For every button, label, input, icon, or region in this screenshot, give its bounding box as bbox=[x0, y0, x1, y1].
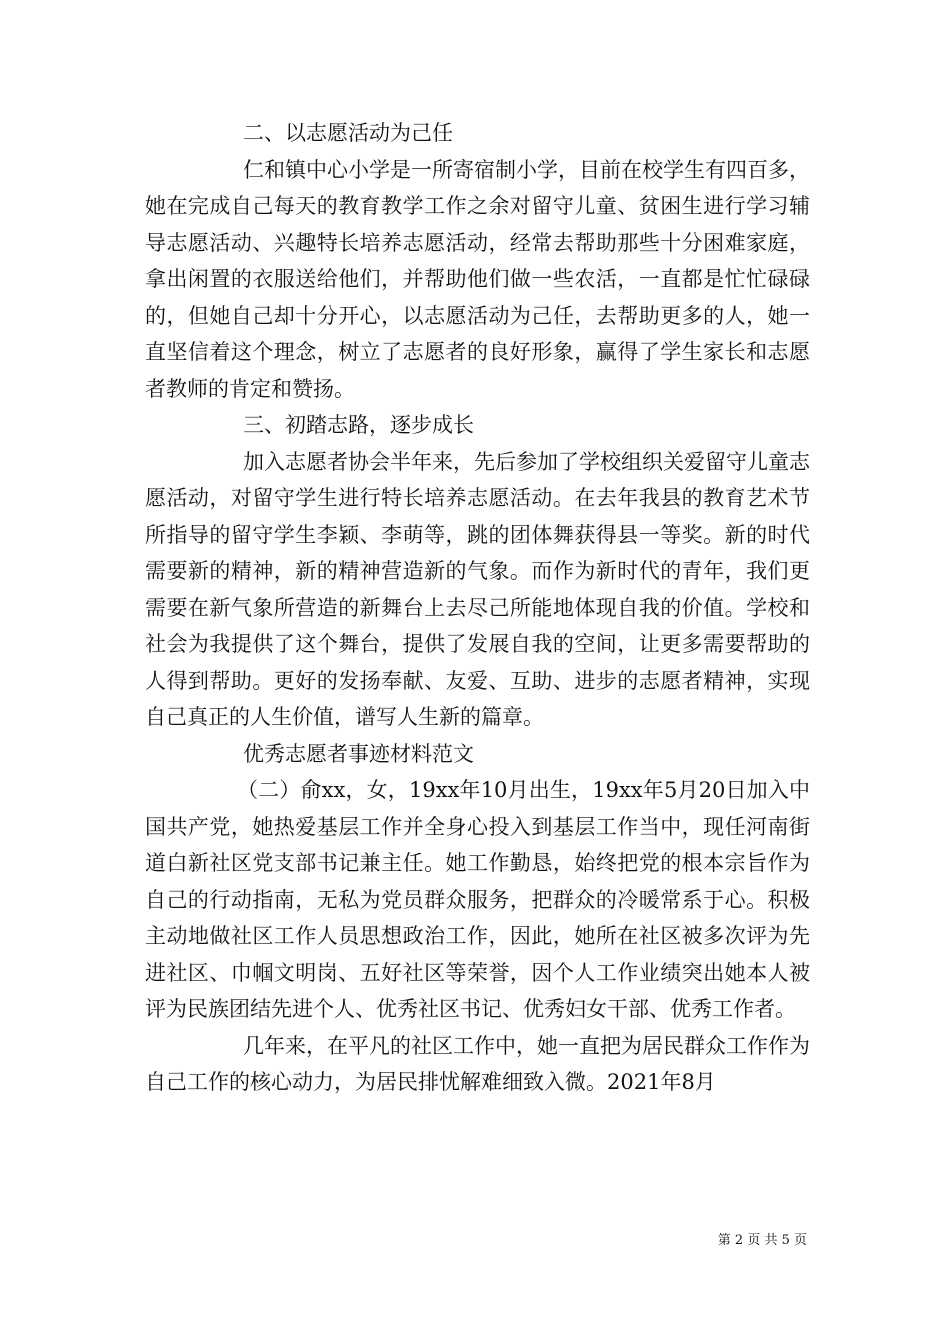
section-heading-volunteer-duty: 二、以志愿活动为己任 bbox=[243, 121, 453, 145]
section-heading-growth: 三、初踏志路，逐步成长 bbox=[243, 413, 474, 437]
document-body bbox=[145, 115, 810, 1101]
paragraph-school-volunteer: 仁和镇中心小学是一所寄宿制小学，目前在校学生有四百多，她在完成自己每天的教育教学工作之余对留守儿童、贫困生进行学习辅导志愿活动、兴趣特长培养志愿活动，经常去帮助那些十分困难家庭，拿出闲置的衣服送给他们，并帮助他们做一些农活，一直都是忙忙碌碌的，但她自己却十分开心，以志愿活动为己任，去帮助更多的人，她一直坚信着这个理念，树立了志愿者的良好形象，赢得了学生家长和志愿者教师的肯定和赞扬。 bbox=[145, 157, 810, 401]
paragraph-community-work: 几年来，在平凡的社区工作中，她一直把为居民群众工作作为自己工作的核心动力，为居民排忧解难细致入微。2021年8月 bbox=[145, 1033, 810, 1094]
page-number: 第 2 页 共 5 页 bbox=[717, 1233, 807, 1248]
sample-title: 优秀志愿者事迹材料范文 bbox=[243, 741, 474, 766]
paragraph-case-two: （二）俞xx，女，19xx年10月出生，19xx年5月20日加入中国共产党，她热爱基层工作并全身心投入到基层工作当中，现任河南街道白新社区党支部书记兼主任。她工作勤恳，始终把党的根本宗旨作为自己的行动指南，无私为党员群众服务，把群众的冷暖常系于心。积极主动地做社区工作人员思想政治工作，因此，她所在社区被多次评为先进社区、巾帼文明岗、五好社区等荣誉，因个人工作业绩突出她本人被评为民族团结先进个人、优秀社区书记、优秀妇女干部、优秀工作者。 bbox=[145, 778, 810, 1021]
paragraph-association: 加入志愿者协会半年来，先后参加了学校组织关爱留守儿童志愿活动，对留守学生进行特长培养志愿活动。在去年我县的教育艺术节所指导的留守学生李颖、李萌等，跳的团体舞获得县一等奖。新的时代需要新的精神，新的精神营造新的气象。而作为新时代的青年，我们更需要在新气象所营造的新舞台上去尽己所能地体现自我的价值。学校和社会为我提供了这个舞台，提供了发展自我的空间，让更多需要帮助的人得到帮助。更好的发扬奉献、友爱、互助、进步的志愿者精神，实现自己真正的人生价值，谱写人生新的篇章。 bbox=[145, 449, 810, 729]
